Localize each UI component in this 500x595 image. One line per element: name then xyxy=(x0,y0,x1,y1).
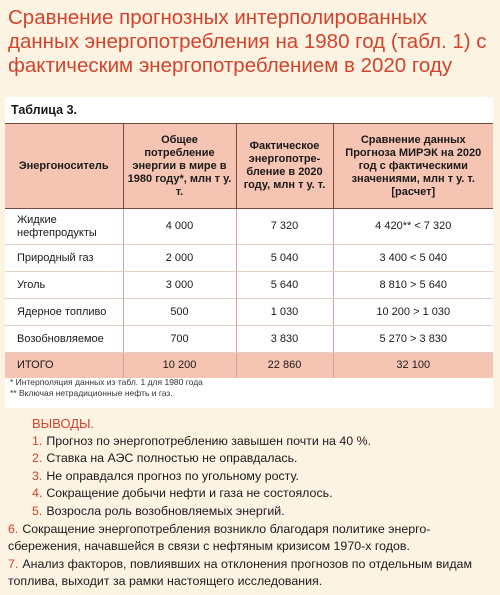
table-row xyxy=(5,272,493,299)
item-number: 3. xyxy=(32,468,43,483)
conclusions-heading: ВЫВОДЫ. xyxy=(32,416,95,431)
table-cell: 8 810 > 5 640 xyxy=(333,272,493,299)
table-row xyxy=(5,299,493,326)
table-cell: 5 640 xyxy=(236,272,333,299)
data-table xyxy=(5,123,493,378)
footnote: * Интерполяция данных из табл. 1 для 1980 года xyxy=(10,377,203,387)
table-cell: Возобновляемое xyxy=(5,326,123,353)
table-panel xyxy=(5,97,493,408)
table-cell: 7 320 xyxy=(236,209,333,245)
table-cell: 32 100 xyxy=(333,353,493,379)
table-row xyxy=(5,245,493,272)
table-cell: 3 000 xyxy=(123,272,236,299)
item-text: Анализ факторов, повлиявших на отклонения прогнозов по отдельным видам топлива, выходит за рамки настоящего исследования. xyxy=(8,556,472,589)
table-cell: 22 860 xyxy=(236,353,333,379)
column-header: Энергоноситель xyxy=(5,124,123,209)
table-row xyxy=(5,326,493,353)
table-cell: 10 200 xyxy=(123,353,236,379)
table-cell: 1 030 xyxy=(236,299,333,326)
footnote: ** Включая нетрадиционные нефть и газ. xyxy=(10,388,173,398)
table-row xyxy=(5,209,493,245)
list-item xyxy=(32,450,488,468)
table-cell: 500 xyxy=(123,299,236,326)
table-cell: 4 420** < 7 320 xyxy=(333,209,493,245)
item-number: 7. xyxy=(8,556,19,571)
table-cell: Уголь xyxy=(5,272,123,299)
item-text: Сокращение добычи нефти и газа не состоялось. xyxy=(46,486,333,501)
item-text: Сокращение энергопотребления возникло благодаря политике энергосбережения, начавшейся в связи с нефтяным кризисом 1970-х годов. xyxy=(8,521,431,554)
table-caption: Таблица 3. xyxy=(11,103,77,117)
item-number: 1. xyxy=(32,433,43,448)
page-title: Сравнение прогнозных интерполированных данных энергопотребления на 1980 год (табл. 1) с фактическим энергопотреблением в 2020 году xyxy=(8,6,487,77)
conclusions xyxy=(8,415,488,591)
table-cell: 3 400 < 5 040 xyxy=(333,245,493,272)
item-number: 4. xyxy=(32,486,43,501)
item-number: 2. xyxy=(32,451,43,466)
list-item xyxy=(32,433,488,451)
item-text: Возросла роль возобновляемых энергий. xyxy=(46,503,285,518)
table-cell: ИТОГО xyxy=(5,353,123,379)
list-item xyxy=(32,468,488,486)
column-header: Сравнение данных Прогноза МИРЭК на 2020 год с фактическими значениями, млн т у. т. [расчет] xyxy=(333,124,493,209)
footnotes xyxy=(10,377,203,399)
table-cell: 700 xyxy=(123,326,236,353)
column-header: Общее потребление энергии в мире в 1980 году*, млн т у. т. xyxy=(123,124,236,209)
item-number: 6. xyxy=(8,521,19,536)
table-cell: 4 000 xyxy=(123,209,236,245)
list-item xyxy=(8,556,488,591)
item-text: Ставка на АЭС полностью не оправдалась. xyxy=(46,451,298,466)
table-cell: 10 200 > 1 030 xyxy=(333,299,493,326)
table-cell: Природный газ xyxy=(5,245,123,272)
column-header: Фактическое энергопотребление в 2020 году, млн т у. т. xyxy=(236,124,333,209)
list-item xyxy=(32,485,488,503)
list-item xyxy=(32,503,488,521)
table-cell: 5 040 xyxy=(236,245,333,272)
table-header-row xyxy=(5,124,493,209)
item-text: Не оправдался прогноз по угольному росту. xyxy=(46,468,299,483)
table-cell: Ядерное топливо xyxy=(5,299,123,326)
item-number: 5. xyxy=(32,503,43,518)
table-cell: 3 830 xyxy=(236,326,333,353)
table-cell: 2 000 xyxy=(123,245,236,272)
item-text: Прогноз по энергопотреблению завышен почти на 40 %. xyxy=(46,433,372,448)
table-cell: Жидкие нефтепродукты xyxy=(5,209,123,245)
list-item xyxy=(8,521,488,556)
table-cell: 5 270 > 3 830 xyxy=(333,326,493,353)
table-total-row xyxy=(5,353,493,379)
